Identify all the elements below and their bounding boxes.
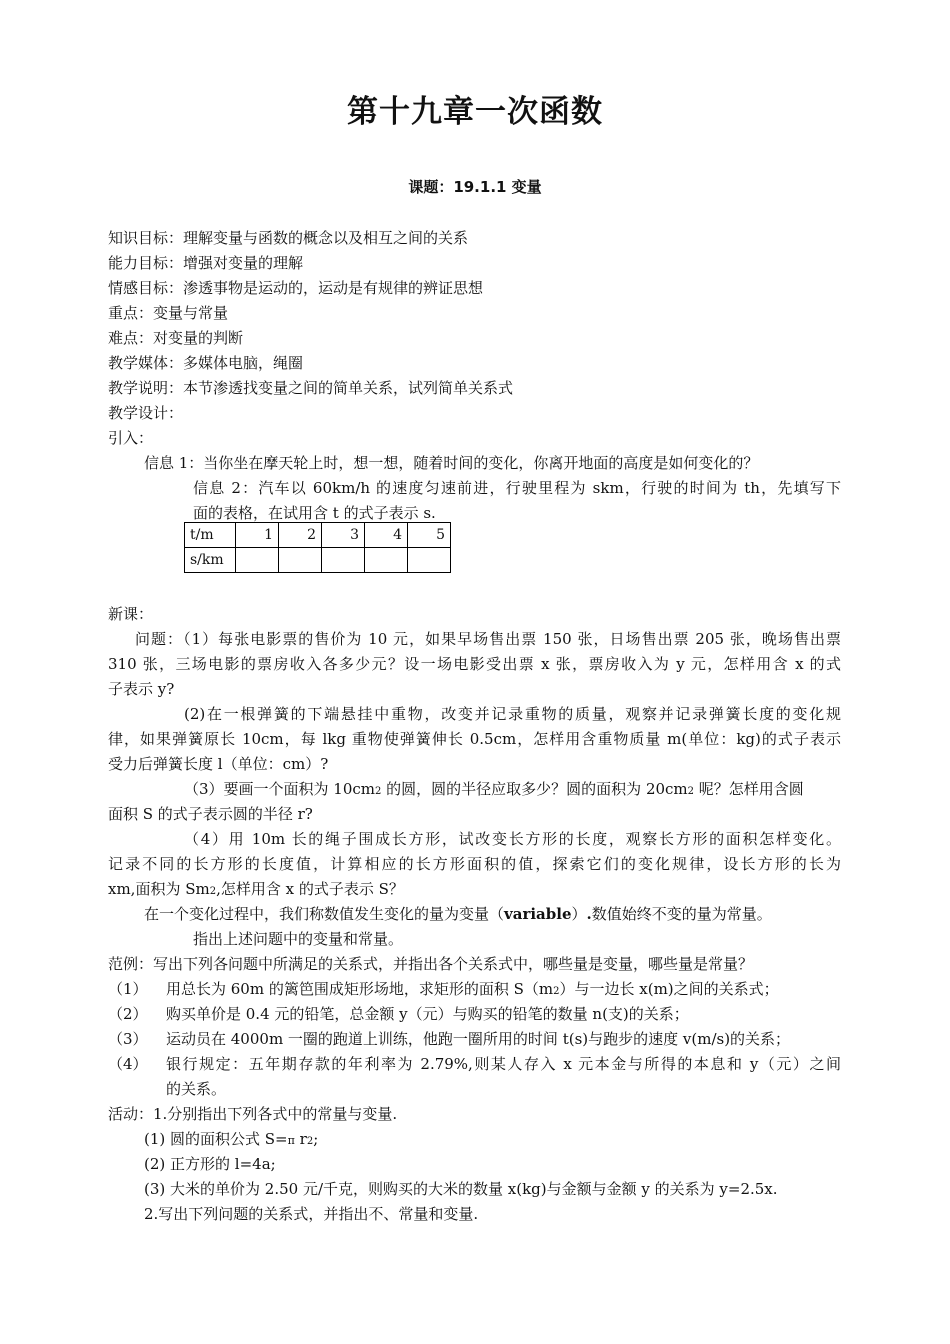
definition-text-a: 在一个变化过程中，我们称数值发生变化的量为变量（	[144, 905, 505, 923]
info-2-line-1: 信息 2：汽车以 60km/h 的速度匀速前进，行驶里程为 skm，行驶的时间为 th，先填写下	[193, 479, 841, 497]
question-3-text-a: （3）要画一个面积为 10cm	[184, 780, 376, 798]
example-1	[108, 979, 779, 1002]
activity-item-1-text-b: r	[294, 1130, 307, 1148]
example-text-b: ）与一边长 x(m)之间的关系式；	[559, 980, 779, 998]
introduction-label: 引入：	[108, 429, 154, 447]
example-2	[108, 1004, 689, 1024]
key-point: 重点：变量与常量	[108, 304, 229, 322]
page-title: 第十九章一次函数	[347, 94, 603, 130]
question-2-line-3: 受力后弹簧长度 l（单位：cm）?	[108, 755, 329, 773]
example-intro: 范例：写出下列各问题中所满足的关系式，并指出各个关系式中，哪些量是变量，哪些量是常量？	[108, 955, 754, 973]
example-number: （2）	[108, 1005, 148, 1023]
definition-text-b: ）	[571, 905, 587, 923]
superscript-2: 2	[209, 886, 217, 897]
activity-item-1	[144, 1129, 318, 1152]
table-header-cell: s/km	[185, 548, 236, 573]
question-4-line-1: （4）用 10m 长的绳子围成长方形，试改变长方形的长度，观察长方形的面积怎样变化。	[184, 830, 841, 848]
table-cell: 1	[236, 523, 279, 548]
superscript-2: 2	[687, 786, 695, 797]
variable-definition	[144, 904, 772, 924]
definition-term: variable	[504, 905, 572, 923]
example-3	[108, 1029, 790, 1049]
teaching-media: 教学媒体：多媒体电脑，绳圈	[108, 354, 304, 372]
definition-text-c: 数值始终不变的量为常量。	[591, 905, 772, 923]
superscript-2: 2	[553, 986, 560, 997]
table-header-cell: t/m	[185, 523, 236, 548]
table-cell: 5	[408, 523, 451, 548]
question-4-text-b: ,怎样用含 x 的式子表示 S？	[216, 880, 404, 898]
teaching-note: 教学说明：本节渗透找变量之间的简单关系，试列简单关系式	[108, 379, 514, 397]
pi-symbol: π	[287, 1134, 295, 1147]
question-4-text-a: xm,面积为 Sm	[108, 880, 210, 898]
info-1: 信息 1：当你坐在摩天轮上时，想一想，随着时间的变化，你离开地面的高度是如何变化的？	[144, 454, 759, 472]
new-lesson-label: 新课：	[108, 605, 154, 623]
lesson-subtitle: 课题：19.1.1 变量	[408, 178, 542, 196]
question-1-line-3: 子表示 y?	[108, 680, 175, 698]
question-1-line-1: 问题：（1）每张电影票的售价为 10 元，如果早场售出票 150 张，日场售出票 205 张，晚场售出票	[135, 630, 841, 648]
example-number: （3）	[108, 1030, 148, 1048]
question-1-line-2: 310 张，三场电影的票房收入各多少元？设一场电影受出票 x 张，票房收入为 y 元，怎样用含 x 的式	[108, 655, 841, 673]
objective-emotion: 情感目标：渗透事物是运动的，运动是有规律的辨证思想	[108, 279, 484, 297]
question-2-line-2: 律，如果弹簧原长 10cm，每 lkg 重物使弹簧伸长 0.5cm，怎样用含重物质量 m(单位：kg)的式子表示	[108, 730, 841, 748]
table-cell: 4	[365, 523, 408, 548]
table-cell	[322, 548, 365, 573]
table-cell	[365, 548, 408, 573]
question-3-line-2: 面积 S 的式子表示圆的半径 r?	[108, 805, 313, 823]
activity-item-1-text-c: ;	[313, 1130, 319, 1148]
question-4-line-3	[108, 879, 404, 902]
example-text-a: 购买单价是 0.4 元的铅笔，总金额 y（元）与购买的铅笔的数量 n(支)的关系；	[166, 1005, 689, 1023]
table-cell	[236, 548, 279, 573]
table-row	[185, 548, 451, 573]
question-4-line-2: 记录不同的长方形的长度值，计算相应的长方形面积的值，探索它们的变化规律，设长方形的长为	[108, 855, 841, 873]
objective-ability: 能力目标：增强对变量的理解	[108, 254, 304, 272]
objective-knowledge: 知识目标：理解变量与函数的概念以及相互之间的关系	[108, 229, 469, 247]
table-cell	[408, 548, 451, 573]
difficult-point: 难点：对变量的判断	[108, 329, 244, 347]
example-4-number: （4）	[108, 1055, 148, 1073]
example-text-a: 运动员在 4000m 一圈的跑道上训练，他跑一圈所用的时间 t(s)与跑步的速度 v(m/s)的关系；	[166, 1030, 791, 1048]
table-cell	[279, 548, 322, 573]
definition-period: .	[586, 905, 592, 923]
activity-item-1-text-a: (1) 圆的面积公式 S=	[144, 1130, 288, 1148]
activity-item-3: (3) 大米的单价为 2.50 元/千克，则购买的大米的数量 x(kg)与金额与金额 y 的关系为 y=2.5x.	[144, 1180, 778, 1198]
example-text-a: 用总长为 60m 的篱笆围成矩形场地，求矩形的面积 S（m	[166, 980, 554, 998]
question-3-line-1	[184, 779, 804, 802]
activity-item-2: (2) 正方形的 l=4a;	[144, 1155, 276, 1173]
info-2-line-2: 面的表格，在试用含 t 的式子表示 s.	[193, 504, 436, 522]
table-cell: 3	[322, 523, 365, 548]
example-number: （1）	[108, 980, 148, 998]
teaching-design: 教学设计：	[108, 404, 184, 422]
question-3-text-b: 的圆，圆的半径应取多少？圆的面积为 20cm	[381, 780, 688, 798]
activity-intro: 活动：1.分别指出下列各式中的常量与变量.	[108, 1105, 398, 1123]
superscript-2: 2	[375, 786, 382, 797]
question-2-line-1: (2)在一根弹簧的下端悬挂中重物，改变并记录重物的质量，观察并记录弹簧长度的变化规	[184, 705, 841, 723]
table-cell: 2	[279, 523, 322, 548]
point-out-instruction: 指出上述问题中的变量和常量。	[193, 930, 404, 948]
example-4-line-2: 的关系。	[166, 1080, 227, 1098]
data-table	[184, 522, 451, 573]
example-4-line-1: 银行规定：五年期存款的年利率为 2.79%,则某人存入 x 元本金与所得的本息和 y（元）之间	[166, 1055, 841, 1073]
activity-item-4: 2.写出下列问题的关系式，并指出不、常量和变量.	[144, 1205, 479, 1223]
question-3-text-c: 呢？怎样用含圆	[694, 780, 804, 798]
superscript-2: 2	[306, 1136, 314, 1147]
table-row	[185, 523, 451, 548]
